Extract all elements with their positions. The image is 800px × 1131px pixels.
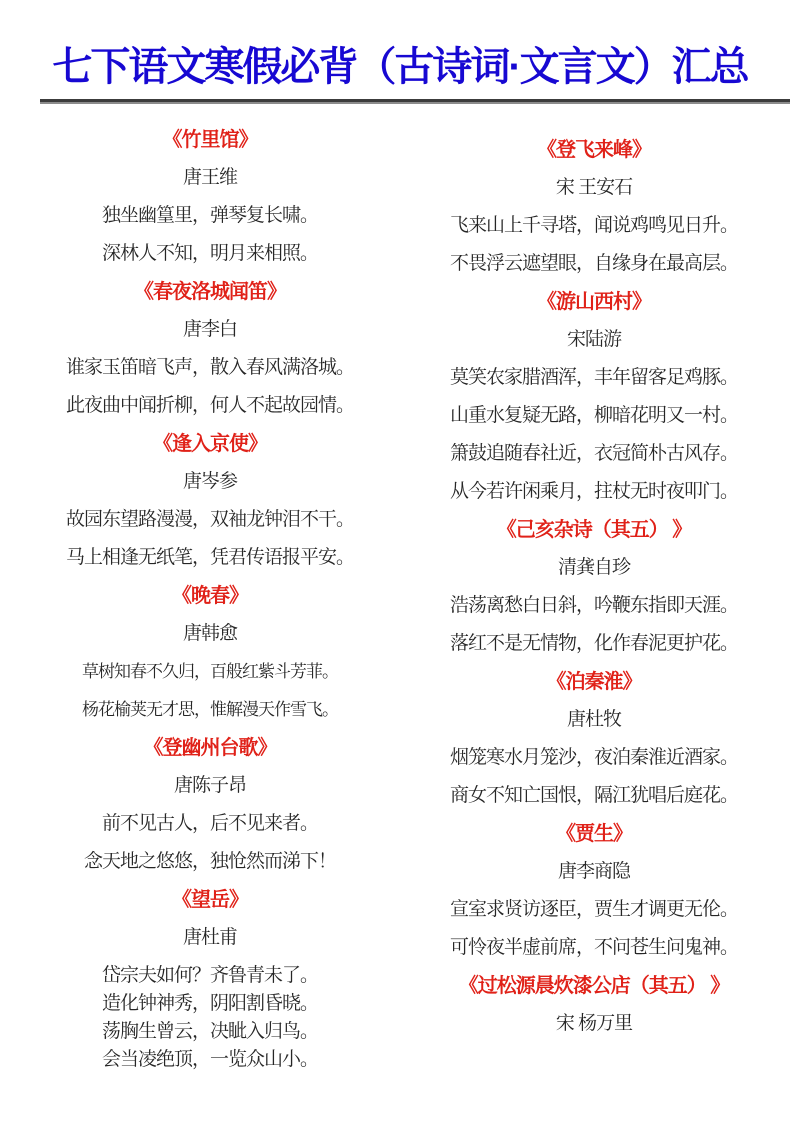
poem-line: 前不见古人，后不见来者。 bbox=[101, 813, 318, 834]
poem-author: 清龚自珍 bbox=[557, 557, 630, 578]
poem-author: 唐韩愈 bbox=[182, 623, 237, 644]
poem-title: 《晚春》 bbox=[172, 585, 248, 607]
poem-line: 马上相逢无纸笔，凭君传语报平安。 bbox=[65, 547, 354, 568]
poem-author: 唐杜牧 bbox=[566, 709, 621, 730]
poem-author: 唐李商隐 bbox=[557, 861, 630, 882]
poem-line: 山重水复疑无路，柳暗花明又一村。 bbox=[449, 405, 738, 426]
title-underline-rule bbox=[40, 99, 790, 104]
poem-line: 烟笼寒水月笼沙，夜泊秦淮近酒家。 bbox=[449, 747, 738, 768]
poem-title: 《泊秦淮》 bbox=[546, 671, 642, 693]
poem-line: 荡胸生曾云，决眦入归鸟。 bbox=[101, 1021, 318, 1042]
poem-author: 唐李白 bbox=[182, 319, 237, 340]
poem-line: 深林人不知，明月来相照。 bbox=[101, 243, 318, 264]
poem-line: 草树知春不久归，百般红紫斗芳菲。 bbox=[82, 662, 338, 681]
poem-title: 《竹里馆》 bbox=[162, 129, 258, 151]
poem-line: 莫笑农家腊酒浑，丰年留客足鸡豚。 bbox=[449, 367, 738, 388]
poem-line: 故园东望路漫漫，双袖龙钟泪不干。 bbox=[65, 509, 354, 530]
poem-line: 浩荡离愁白日斜，吟鞭东指即天涯。 bbox=[449, 595, 738, 616]
poem-column-left bbox=[18, 128, 402, 1076]
poem-title: 《登飞来峰》 bbox=[537, 139, 651, 161]
poem-author: 唐陈子昂 bbox=[173, 775, 246, 796]
poem-title: 《望岳》 bbox=[172, 889, 248, 911]
poem-line: 独坐幽篁里，弹琴复长啸。 bbox=[101, 205, 318, 226]
poem-line: 落红不是无情物，化作春泥更护花。 bbox=[449, 633, 738, 654]
poem-line: 念天地之悠悠，独怆然而涕下！ bbox=[83, 851, 336, 872]
poem-line: 会当凌绝顶，一览众山小。 bbox=[101, 1049, 318, 1070]
poem-line: 此夜曲中闻折柳，何人不起故园情。 bbox=[65, 395, 354, 416]
poem-line: 飞来山上千寻塔，闻说鸡鸣见日升。 bbox=[449, 215, 738, 236]
poem-author: 唐王维 bbox=[182, 167, 237, 188]
poem-title: 《过松源晨炊漆公店（其五） 》 bbox=[458, 975, 730, 997]
poem-title: 《登幽州台歌》 bbox=[143, 737, 277, 759]
poem-line: 商女不知亡国恨，隔江犹唱后庭花。 bbox=[449, 785, 738, 806]
poem-line: 造化钟神秀，阴阳割昏晓。 bbox=[101, 993, 318, 1014]
poem-title: 《游山西村》 bbox=[537, 291, 651, 313]
poem-line: 不畏浮云遮望眼，自缘身在最高层。 bbox=[449, 253, 738, 274]
poem-column-right bbox=[402, 128, 786, 1076]
poem-title: 《逢入京使》 bbox=[153, 433, 267, 455]
poem-author: 宋 王安石 bbox=[555, 177, 633, 198]
poem-line: 岱宗夫如何？齐鲁青未了。 bbox=[101, 965, 318, 986]
poem-line: 从今若许闲乘月，拄杖无时夜叩门。 bbox=[449, 481, 738, 502]
poem-author: 宋陆游 bbox=[566, 329, 621, 350]
poem-columns bbox=[0, 128, 800, 1076]
poem-title: 《春夜洛城闻笛》 bbox=[134, 281, 286, 303]
poem-line: 可怜夜半虚前席，不问苍生问鬼神。 bbox=[449, 937, 738, 958]
page-title: 七下语文寒假必背（古诗词·文言文）汇总 bbox=[52, 45, 748, 89]
poem-author: 唐岑参 bbox=[182, 471, 237, 492]
poem-line: 宣室求贤访逐臣，贾生才调更无伦。 bbox=[449, 899, 738, 920]
poem-title: 《己亥杂诗（其五） 》 bbox=[496, 519, 692, 541]
poem-line: 箫鼓追随春社近，衣冠简朴古风存。 bbox=[449, 443, 738, 464]
poem-line: 谁家玉笛暗飞声，散入春风满洛城。 bbox=[65, 357, 354, 378]
poem-author: 唐杜甫 bbox=[182, 927, 237, 948]
poem-author: 宋 杨万里 bbox=[555, 1013, 633, 1034]
poem-title: 《贾生》 bbox=[556, 823, 632, 845]
poem-line: 杨花榆荚无才思，惟解漫天作雪飞。 bbox=[82, 700, 338, 719]
